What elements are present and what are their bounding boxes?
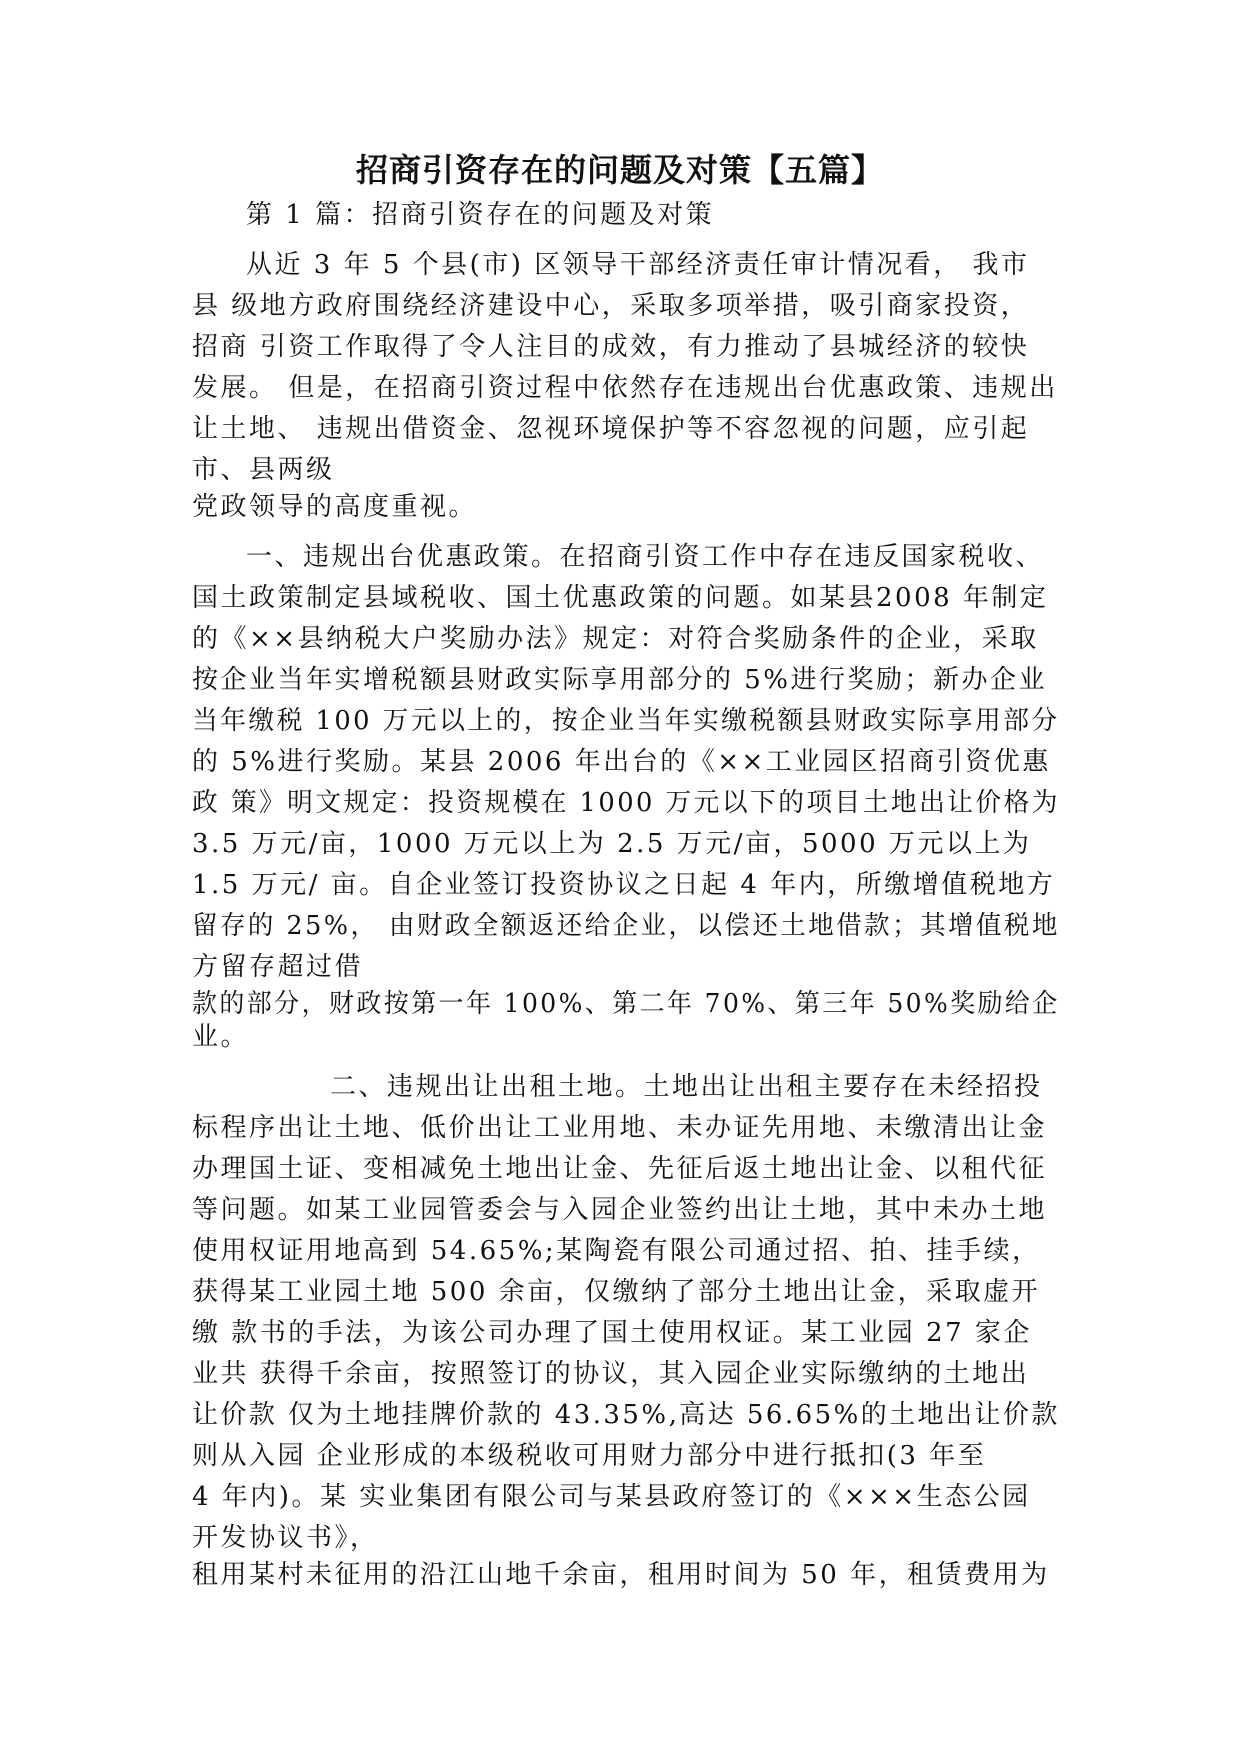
text-line: 的《××县纳税大户奖励办法》规定：对符合奖励条件的企业，采取 <box>192 624 1039 654</box>
text-line: 发展。 但是，在招商引资过程中依然存在违规出台优惠政策、违规出 <box>192 373 1058 403</box>
text-line: 款的部分，财政按第一年 100%、第二年 70%、第三年 50%奖励给企 <box>192 989 1060 1019</box>
text-line: 二、违规出让出租土地。土地出让出租主要存在未经招投 <box>330 1072 1043 1102</box>
text-line: 获得某工业园土地 500 余亩，仅缴纳了部分土地出让金，采取虚开 <box>192 1277 1041 1307</box>
text-line: 党政领导的高度重视。 <box>192 492 478 522</box>
text-line: 县 级地方政府围绕经济建设中心，采取多项举措，吸引商家投资， <box>192 291 1030 321</box>
text-line: 按企业当年实增税额县财政实际享用部分的 5%进行奖励；新办企业 <box>192 665 1048 695</box>
text-line: 等问题。如某工业园管委会与入园企业签约出让土地，其中未办土地 <box>192 1195 1048 1225</box>
text-line: 使用权证用地高到 54.65%;某陶瓷有限公司通过招、拍、挂手续， <box>192 1236 1041 1266</box>
text-line: 则从入园 企业形成的本级税收可用财力部分中进行抵扣(3 年至 <box>192 1441 987 1471</box>
text-line: 招商 引资工作取得了令人注目的成效，有力推动了县城经济的较快 <box>192 332 1030 362</box>
text-line: 留存的 25%， 由财政全额返还给企业，以偿还土地借款；其增值税地 <box>192 911 1060 941</box>
text-line: 4 年内)。某 实业集团有限公司与某县政府签订的《×××生态公园 <box>192 1482 1031 1512</box>
text-line: 的 5%进行奖励。某县 2006 年出台的《××工业园区招商引资优惠 <box>192 747 1051 777</box>
text-line: 从近 3 年 5 个县(市) 区领导干部经济责任审计情况看， 我市 <box>246 250 1030 280</box>
text-line: 让价款 仅为土地挂牌价款的 43.35%,高达 56.65%的土地出让价款 <box>192 1400 1060 1430</box>
text-line: 当年缴税 100 万元以上的，按企业当年实缴税额县财政实际享用部分 <box>192 706 1060 736</box>
text-line: 办理国土证、变相减免土地出让金、先征后返土地出让金、以租代征 <box>192 1154 1048 1184</box>
text-line: 缴 款书的手法，为该公司办理了国土使用权证。某工业园 27 家企 <box>192 1318 1032 1348</box>
text-line: 让土地、 违规出借资金、忽视环境保护等不容忽视的问题，应引起 <box>192 414 1030 444</box>
text-line: 开发协议书》， <box>192 1523 379 1553</box>
text-line: 标程序出让土地、低价出让工业用地、未办证先用地、未缴清出让金 <box>192 1113 1048 1143</box>
section-heading: 第 1 篇：招商引资存在的问题及对策 <box>246 200 715 230</box>
text-line: 业共 获得千余亩，按照签订的协议，其入园企业实际缴纳的土地出 <box>192 1359 1030 1389</box>
text-line: 3.5 万元/亩，1000 万元以上为 2.5 万元/亩，5000 万元以上为 <box>192 829 1032 859</box>
text-line: 1.5 万元/ 亩。自企业签订投资协议之日起 4 年内，所缴增值税地方 <box>192 870 1056 900</box>
text-line: 租用某村未征用的沿江山地千余亩，租用时间为 50 年，租赁费用为 <box>192 1560 1050 1590</box>
text-line: 市、县两级 <box>192 455 335 485</box>
text-line: 一、违规出台优惠政策。在招商引资工作中存在违反国家税收、 <box>246 542 1045 572</box>
text-line: 政 策》明文规定：投资规模在 1000 万元以下的项目土地出让价格为 <box>192 788 1060 818</box>
text-line: 业。 <box>192 1022 250 1052</box>
text-line: 方留存超过借 <box>192 952 364 982</box>
text-line: 国土政策制定县域税收、国土优惠政策的问题。如某县2008 年制定 <box>192 583 1049 613</box>
document-title: 招商引资存在的问题及对策【五篇】 <box>355 151 884 189</box>
